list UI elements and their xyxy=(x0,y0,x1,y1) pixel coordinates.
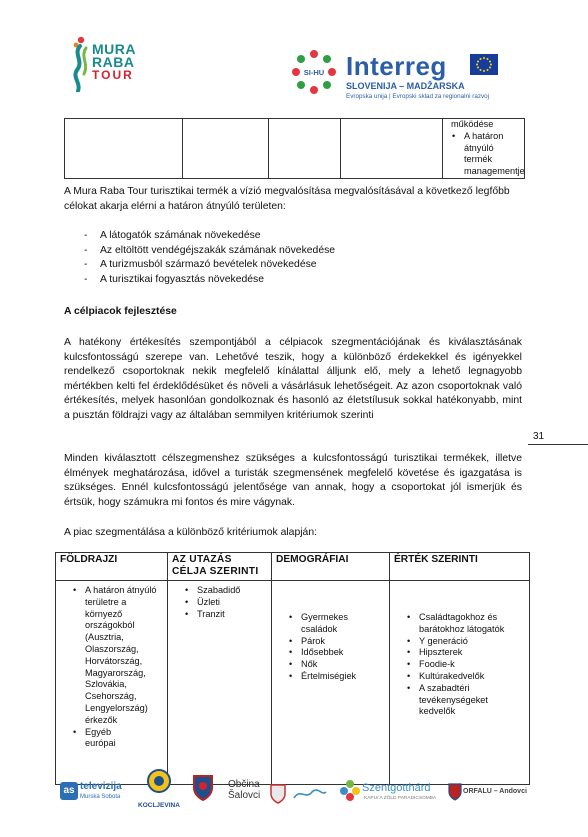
list-item: • Y generáció xyxy=(392,636,527,648)
segmentation-table xyxy=(55,552,530,785)
continued-table xyxy=(64,118,525,179)
list-item: • Idősebbek xyxy=(274,647,387,659)
tv-murska-sobota-mark: as xyxy=(60,782,78,800)
serene-logo-icon xyxy=(292,786,328,802)
continued-table-cell xyxy=(183,119,269,179)
interreg-people-circle-icon xyxy=(290,48,338,96)
tv-logo-title: televizija xyxy=(80,781,122,792)
paragraph-segments: Minden kiválasztott célszegmenshez szükséges a kulcsfontosságú turisztikai termékek, illetve élmények meghatározása, idővel a turisták szegmensének megfelelő követése és igazgatása is szükséges. Ennél kulcsfontosságú jelentősége van annak, hogy a csoportokat jól ismerjük és értsük, hogy számukra mi fontos és mire vágynak. xyxy=(64,453,522,508)
page-number-rule xyxy=(528,444,588,445)
list-item: • Családtagokhoz és barátokhoz látogatók xyxy=(392,612,526,636)
eu-flag-icon xyxy=(470,54,498,75)
szentgotthard-subtitle: KAPU/ A ZÖLD PARADICSOMBA xyxy=(364,796,437,801)
logo-line-3: TOUR xyxy=(92,68,134,82)
partner-logos xyxy=(60,772,540,812)
tv-logo-subtitle: Murska Sobota xyxy=(80,794,121,800)
goal-item: - A turisztikai fogyasztás növekedése xyxy=(84,273,335,288)
interreg-subtitle: SLOVENIJA – MADŽARSKA xyxy=(346,81,465,91)
continued-table-cell xyxy=(65,119,183,179)
goal-item: - A látogatók számának növekedése xyxy=(84,229,335,244)
table-intro: A piac szegmentálása a különböző kritériumok alapján: xyxy=(64,527,317,538)
orfalu-andovci-text: ORFALU – Andovci xyxy=(463,788,527,795)
obcina-salovci-shield-icon xyxy=(192,774,214,802)
page-number: 31 xyxy=(533,431,545,442)
obcina-salovci-text xyxy=(228,779,260,801)
goal-item: - Az eltöltött vendégéjszakák számának növekedése xyxy=(84,244,335,259)
demographic-cell xyxy=(272,581,390,785)
obcina-line-2: Šalovci xyxy=(228,790,261,801)
list-item: • Hipszterek xyxy=(392,647,527,659)
logo-line-1: MURA xyxy=(92,41,136,57)
list-item: • Gyermekes családok xyxy=(274,612,370,636)
kocljevina-crest-icon xyxy=(146,768,172,800)
intro-paragraph: A Mura Raba Tour turisztikai termék a vízió megvalósítása megvalósításával a következő legfőbb célokat akarja elérni a határon átnyúló területen: xyxy=(64,186,510,212)
section-heading: A célpiacok fejlesztése xyxy=(64,306,177,317)
kocljevina-text: KOCLJEVINA xyxy=(138,802,180,809)
list-item: • Értelmiségiek xyxy=(274,671,387,683)
list-item: • Tranzit xyxy=(170,609,269,621)
list-item: • Üzleti xyxy=(170,597,269,609)
continued-list-item: • A határon átnyúló termék managementje xyxy=(437,131,517,178)
list-item: • Párok xyxy=(274,636,387,648)
obcina-line-1: Občina xyxy=(228,779,260,790)
paragraph-target-markets: A hatékony értékesítés szempontjából a célpiacok szegmentációjának és kiválasztásának kulcsfontosságú szerepe van. Lehetővé teszik, hogy a különböző érdekekkel és igényekkel rendelkező csoportoknak nekik megfelelő kínálattal álljunk elő, mely a lehető legnagyobb mértékben kelti fel érdeklődésüket és növeli a vásárlásuk lehetőségeit. Az azon csoportoknak való értékesítés, melyek hasonlóan gondolkoznak és hasonló az életstílusuk sokkal hatékonyabb, mint a pusztán földrajzi vagy az általában semmilyen kritériumok szerinti xyxy=(64,337,522,421)
list-item: • A határon átnyúló területre a környező országokból (Ausztria, Olaszország, Horvátország, Magyarország, Szlovákia, Csehország, Lengyelország) érkezők xyxy=(58,585,160,727)
table-header-row xyxy=(56,553,530,581)
value-cell xyxy=(390,581,530,785)
list-item: • Szabadidő xyxy=(170,585,269,597)
szentgotthard-text: Szentgotthárd xyxy=(362,782,431,794)
header-demographic: DEMOGRÁFIAI xyxy=(272,553,390,581)
goals-list xyxy=(84,229,335,287)
figure-logo-icon xyxy=(68,34,92,92)
list-item: • Nők xyxy=(274,659,387,671)
crest-small-icon xyxy=(270,784,286,804)
header-geographic: FÖLDRAJZI xyxy=(56,553,168,581)
mura-raba-tour-wordmark xyxy=(92,43,136,82)
list-item: • Kultúrakedvelők xyxy=(392,671,527,683)
list-item: • A szabadtéri tevékenységeket kedvelők xyxy=(392,683,496,718)
continued-table-cell xyxy=(269,119,341,179)
orfalu-shield-icon xyxy=(448,783,462,801)
interreg-logo xyxy=(290,48,530,108)
szentgotthard-flower-icon xyxy=(338,778,362,804)
mura-raba-tour-logo xyxy=(68,34,158,92)
table-row xyxy=(56,581,530,785)
goal-item: - A turizmusból származó bevételek növekedése xyxy=(84,258,335,273)
continued-table-cell-last xyxy=(443,119,525,179)
header-value: ÉRTÉK SZERINTI xyxy=(390,553,530,581)
si-hu-badge: SI-HU xyxy=(303,68,325,77)
continued-table-cell xyxy=(341,119,443,179)
list-item: • Foodie-k xyxy=(392,659,527,671)
header-purpose: AZ UTAZÁS CÉLJA SZERINTI xyxy=(168,553,272,581)
geographic-cell xyxy=(56,581,168,785)
purpose-cell xyxy=(168,581,272,785)
interreg-small-print: Evropska unija | Evropski sklad za regionalni razvoj xyxy=(346,93,490,100)
interreg-title: Interreg xyxy=(346,51,447,81)
continued-item-text: működése xyxy=(451,119,494,129)
list-item: • Egyéb európai xyxy=(58,727,132,751)
logo-line-2: RABA xyxy=(92,54,135,70)
